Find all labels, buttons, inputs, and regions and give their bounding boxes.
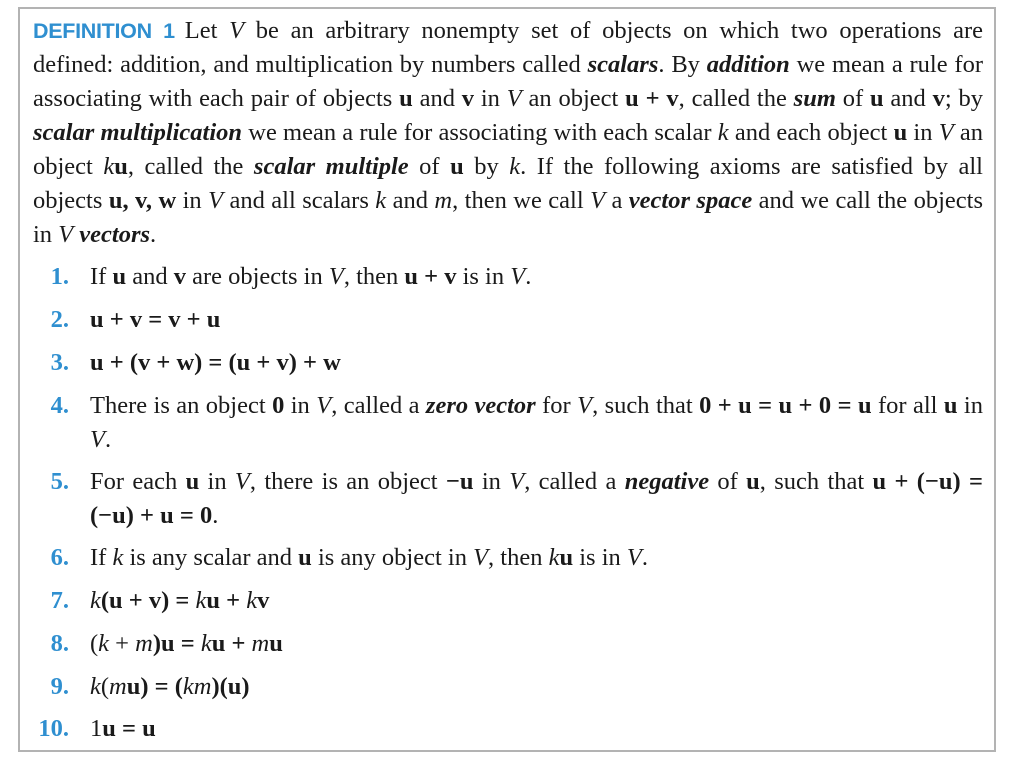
definition-label: DEFINITION 1	[33, 19, 175, 43]
definition-paragraph: DEFINITION 1 Let V be an arbitrary nonempty set of objects on which two operations are defined: addition, and multiplication by numbers called scalars. By addition we mean a rule for associating with each pair of objects u and v in V an object u + v, called the sum of u and v; by scalar multiplication we mean a rule for associating with each scalar k and each object u in V an object ku, called the scalar multiple of u by k. If the following axioms are satisfied by all objects u, v, w in V and all scalars k and m, then we call V a vector space and we call the objects in V vectors.	[33, 17, 984, 248]
axiom-9: 9. k(mu) = (km)(u)	[33, 670, 983, 704]
axiom-number: 8.	[50, 630, 69, 657]
axiom-list	[33, 260, 983, 746]
term-scalar-multiple: scalar multiple	[253, 153, 409, 180]
term-vector-space: vector space	[628, 187, 753, 214]
axiom-number: 5.	[50, 468, 69, 495]
definition-content	[33, 14, 983, 746]
axiom-number: 10.	[38, 715, 69, 742]
axiom-number: 7.	[50, 587, 69, 614]
term-scalars: scalars	[587, 51, 659, 78]
axiom-3: 3. u + (v + w) = (u + v) + w	[33, 346, 983, 380]
term-scalar-multiplication: scalar multiplication	[33, 119, 243, 146]
axiom-number: 6.	[50, 544, 69, 571]
axiom-8: 8. (k + m)u = ku + mu	[33, 627, 983, 661]
term-vectors: vectors	[79, 221, 151, 248]
axiom-7: 7. k(u + v) = ku + kv	[33, 584, 983, 618]
axiom-5: 5. For each u in V, there is an object −u in V, called a negative of u, such that u + (−u) = (−u) + u = 0.	[33, 465, 983, 533]
axiom-number: 1.	[50, 263, 69, 290]
axiom-10: 10. 1u = u	[33, 712, 983, 746]
axiom-1: 1. If u and v are objects in V, then u + v is in V.	[33, 260, 983, 294]
term-addition: addition	[706, 51, 790, 78]
term-zero-vector: zero vector	[425, 392, 536, 419]
axiom-number: 3.	[50, 349, 69, 376]
axiom-number: 2.	[50, 306, 69, 333]
axiom-2: 2. u + v = v + u	[33, 303, 983, 337]
term-sum: sum	[793, 85, 836, 112]
term-negative: negative	[624, 468, 710, 495]
axiom-number: 9.	[50, 673, 69, 700]
axiom-6: 6. If k is any scalar and u is any object in V, then ku is in V.	[33, 541, 983, 575]
axiom-4: 4. There is an object 0 in V, called a zero vector for V, such that 0 + u = u + 0 = u for all u in V.	[33, 389, 983, 457]
axiom-number: 4.	[50, 392, 69, 419]
